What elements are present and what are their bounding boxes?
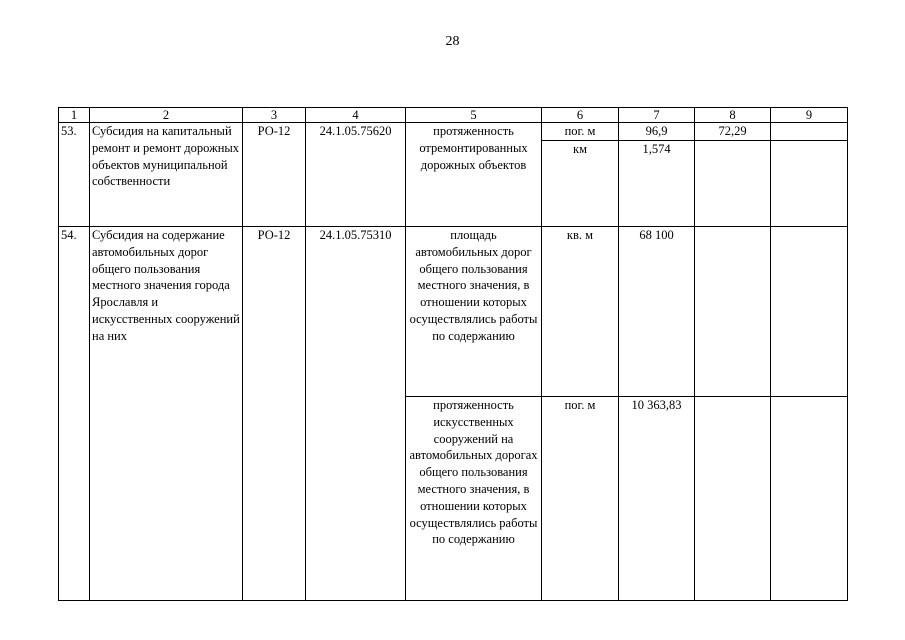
header-col-3: 3 — [243, 108, 306, 123]
indicator-col8 — [695, 397, 771, 601]
indicator-unit: пог. м — [542, 397, 619, 601]
indicator-description: протяженность искусственных сооружений на автомобильных дорогах общего пользования местного значения, в отношении которых осуществлялись работы по содержанию — [406, 397, 542, 601]
indicator-col9 — [771, 141, 848, 227]
indicator-value: 10 363,83 — [619, 397, 695, 601]
header-col-1: 1 — [59, 108, 90, 123]
table-row — [59, 123, 848, 141]
header-col-7: 7 — [619, 108, 695, 123]
header-col-9: 9 — [771, 108, 848, 123]
indicator-description: протяженность отремонтированных дорожных объектов — [406, 123, 542, 227]
indicator-col9 — [771, 397, 848, 601]
indicator-value: 96,9 — [619, 123, 695, 141]
row-code: РО-12 — [243, 227, 306, 601]
row-budget-code: 24.1.05.75620 — [306, 123, 406, 227]
indicator-unit: кв. м — [542, 227, 619, 397]
indicator-value: 1,574 — [619, 141, 695, 227]
page-number: 28 — [445, 34, 460, 49]
header-col-5: 5 — [406, 108, 542, 123]
indicator-col8 — [695, 227, 771, 397]
row-budget-code: 24.1.05.75310 — [306, 227, 406, 601]
indicator-description: площадь автомобильных дорог общего пользования местного значения, в отношении которых осуществлялись работы по содержанию — [406, 227, 542, 397]
row-number: 53. — [59, 123, 90, 227]
indicator-col8 — [695, 141, 771, 227]
row-code: РО-12 — [243, 123, 306, 227]
indicator-col8: 72,29 — [695, 123, 771, 141]
header-row — [59, 108, 848, 123]
indicator-value: 68 100 — [619, 227, 695, 397]
header-col-6: 6 — [542, 108, 619, 123]
row-name: Субсидия на капитальный ремонт и ремонт дорожных объектов муниципальной собственности — [90, 123, 243, 227]
header-col-8: 8 — [695, 108, 771, 123]
indicator-col9 — [771, 227, 848, 397]
indicator-unit: пог. м — [542, 123, 619, 141]
header-col-4: 4 — [306, 108, 406, 123]
indicator-col9 — [771, 123, 848, 141]
indicator-unit: км — [542, 141, 619, 227]
header-col-2: 2 — [90, 108, 243, 123]
row-number: 54. — [59, 227, 90, 601]
row-name: Субсидия на содержание автомобильных дорог общего пользования местного значения города Ярославля и искусственных сооружений на них — [90, 227, 243, 601]
table-row — [59, 227, 848, 397]
data-table — [58, 107, 848, 601]
